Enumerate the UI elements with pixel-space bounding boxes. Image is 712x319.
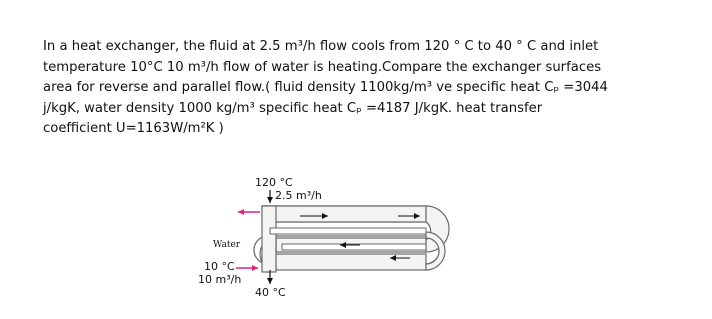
water-temp-label: 10 °C xyxy=(204,260,235,273)
exchanger-tubes xyxy=(260,206,449,272)
left-header xyxy=(262,206,276,272)
water-label: Water xyxy=(213,240,241,250)
problem-line-5: coefficient U=1163W/m²K ) xyxy=(43,121,224,136)
problem-line-2: temperature 10°C 10 m³/h flow of water is heating.Compare the exchanger surfaces xyxy=(43,59,602,75)
problem-line-1: In a heat exchanger, the fluid at 2.5 m³/h flow cools from 120 ° C to 40 ° C and inlet xyxy=(43,39,599,54)
hot-outlet-temp-label: 40 °C xyxy=(255,286,286,299)
upper-tube xyxy=(262,206,426,222)
problem-line-4: j/kgK, water density 1000 kg/m³ specific heat Cₚ =4187 J/kgK. heat transfer xyxy=(43,100,543,116)
problem-line-3: area for reverse and parallel flow.( fluid density 1100kg/m³ ve specific heat Cₚ =3044 xyxy=(43,80,608,95)
water-flow-label: 10 m³/h xyxy=(198,273,242,286)
inner-tube-upper xyxy=(270,228,426,234)
lower-tube xyxy=(276,254,426,270)
hot-flow-label: 2.5 m³/h xyxy=(275,189,322,202)
hot-inlet-temp-label: 120 °C xyxy=(255,176,293,189)
